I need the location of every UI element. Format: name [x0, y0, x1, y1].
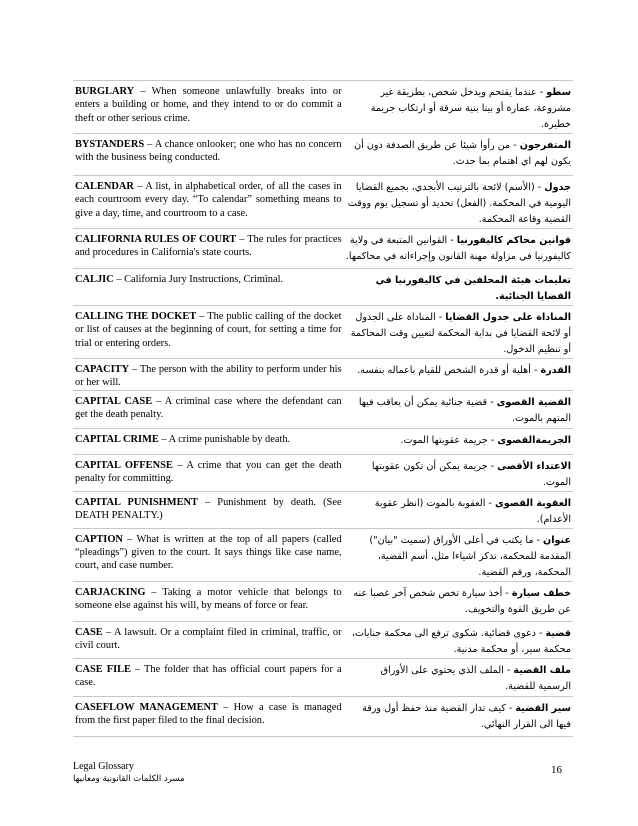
arabic-term: جدول — [544, 182, 571, 193]
glossary-row — [73, 269, 573, 306]
footer-title: Legal Glossary — [73, 761, 134, 772]
arabic-term: المتفرجون — [519, 140, 571, 151]
arabic-term: العقوبة القصوى — [494, 497, 571, 509]
english-term: CALIFORNIA RULES OF COURT — [75, 234, 237, 245]
english-term: CALJIC — [75, 274, 114, 285]
arabic-entry — [344, 454, 573, 491]
arabic-term: ملف القضية — [513, 664, 571, 676]
glossary-row — [73, 176, 573, 229]
arabic-definition: - القوانين المتبعة في ولاية كاليفورنيا في مزاولة مهنة القانون وإجراءاته في محاكمها. — [345, 235, 571, 262]
arabic-term: المناداة على جدول القضايا — [445, 312, 571, 323]
arabic-term: سطو — [546, 87, 571, 98]
arabic-entry — [344, 581, 573, 621]
arabic-entry — [344, 306, 573, 359]
arabic-entry — [344, 491, 573, 528]
english-definition: The rules for practices and procedures in California's state courts. — [75, 234, 342, 259]
term-separator: – — [172, 459, 187, 471]
arabic-entry — [344, 528, 573, 581]
glossary-row — [73, 454, 573, 491]
arabic-definition: - جريمة يمكن أن تكون عقوبتها الموت. — [371, 460, 571, 488]
english-entry — [73, 621, 344, 658]
english-definition: When someone unlawfully breaks into or enters a building or home, and they intend to or do commit a theft or other serious crime. — [75, 86, 342, 124]
english-term: CASEFLOW MANAGEMENT — [75, 701, 218, 713]
term-separator: – — [133, 181, 146, 192]
english-term: CARJACKING — [75, 586, 146, 598]
english-entry — [73, 306, 344, 359]
glossary-row — [73, 134, 573, 176]
footer — [73, 760, 185, 786]
english-entry — [73, 454, 344, 491]
english-term: CASE — [75, 626, 103, 638]
arabic-entry — [344, 359, 573, 391]
english-entry — [73, 528, 344, 581]
english-term: CASE FILE — [75, 663, 131, 675]
arabic-entry — [344, 696, 573, 736]
english-term: BURGLARY — [75, 86, 135, 97]
arabic-definition: - دعوى قضائية. شكوى ترفع الى محكمة جنايات، محكمة سير، أو محكمة مدنية. — [351, 627, 571, 655]
arabic-term: الجريمةالقصوى — [497, 434, 571, 446]
glossary-row — [73, 621, 573, 658]
english-definition: A criminal case where the defendant can get the death penalty. — [75, 395, 342, 420]
term-separator: – — [196, 311, 208, 322]
arabic-entry — [344, 428, 573, 454]
english-entry — [73, 491, 344, 528]
english-term: CALLING THE DOCKET — [75, 311, 197, 322]
footer-subtitle-arabic: مسرد الكلمات القانونية ومعانيها — [73, 774, 185, 784]
arabic-term: خطف سيارة — [511, 587, 571, 599]
term-separator: – — [130, 663, 145, 675]
glossary-row — [73, 581, 573, 621]
arabic-term: القضية القصوى — [496, 396, 571, 408]
arabic-definition: - أخذ سيارة تخص شخص آخر غصبا عنه عن طريق القوة والتخويف. — [353, 587, 571, 615]
arabic-definition: - كيف تدار القضية منذ حفظ أول ورقة فيها الى القرار النهائي. — [362, 702, 571, 730]
arabic-definition: - من رأوا شيئا عن طريق الصدفة دون أن يكون لهم اي اهتمام بما حدث. — [354, 140, 571, 167]
term-separator: – — [197, 496, 218, 508]
glossary-table — [73, 80, 573, 737]
term-separator: – — [134, 86, 152, 97]
english-definition: What is written at the top of all papers (called “pleadings”) given to the court. It says things like case name, court, and case number. — [75, 533, 342, 572]
term-separator: – — [158, 433, 169, 445]
english-definition: A crime that you can get the death penalty for committing. — [75, 459, 342, 484]
arabic-definition: - الملف الذي يحتوي على الأوراق الرسمية للقضية. — [380, 664, 571, 692]
english-term: BYSTANDERS — [75, 139, 145, 150]
arabic-entry — [344, 390, 573, 428]
english-entry — [73, 176, 344, 229]
english-entry — [73, 696, 344, 736]
english-definition: A chance onlooker; one who has no concern with the business being conducted. — [75, 139, 342, 164]
glossary-row — [73, 229, 573, 269]
arabic-definition: - جريمة عقوبتها الموت. — [400, 434, 498, 446]
english-entry — [73, 229, 344, 269]
arabic-term: تعليمات هيئة المحلفين في كاليفورنيا في القضايا الجنائية. — [375, 275, 571, 302]
english-definition: California Jury Instructions, Criminal. — [124, 274, 284, 285]
english-definition: A crime punishable by death. — [168, 433, 291, 445]
english-term: CAPTION — [75, 533, 123, 545]
arabic-entry — [344, 269, 573, 306]
glossary-row — [73, 390, 573, 428]
arabic-definition: - العقوبة بالموت (انظر عقوبة الأعدام). — [374, 497, 571, 525]
arabic-entry — [344, 229, 573, 269]
english-definition: The folder that has official court papers for a case. — [75, 663, 342, 688]
term-separator: – — [102, 626, 115, 638]
english-definition: The person with the ability to perform under his or her will. — [75, 364, 342, 389]
english-term: CAPITAL OFFENSE — [75, 459, 173, 471]
english-entry — [73, 428, 344, 454]
english-entry — [73, 81, 344, 134]
english-term: CAPITAL PUNISHMENT — [75, 496, 198, 508]
arabic-term: قضية — [545, 627, 571, 639]
arabic-entry — [344, 134, 573, 176]
arabic-definition: - ما يكتب في أعلى الأوراق (سميت "بيان") المقدمة للمحكمة، تذكر اشياءا مثل، أسم القضية، المحكمة، ورقم القضية. — [369, 534, 571, 578]
english-entry — [73, 269, 344, 306]
term-separator: – — [129, 364, 140, 375]
glossary-row — [73, 491, 573, 528]
term-separator: – — [145, 586, 163, 598]
term-separator: – — [218, 701, 234, 713]
english-definition: Taking a motor vehicle that belongs to someone else against his will, by means of force or fear. — [75, 586, 342, 611]
arabic-term: قوانين محاكم كاليفورنيا — [456, 235, 571, 246]
english-entry — [73, 134, 344, 176]
arabic-definition: - أهلية أو قدرة الشخص للقيام باعماله بنفسه. — [357, 365, 541, 376]
glossary-row — [73, 658, 573, 696]
arabic-term: سير القضية — [515, 702, 571, 714]
term-separator: – — [236, 234, 248, 245]
term-separator: – — [113, 274, 125, 285]
english-term: CALENDAR — [75, 181, 134, 192]
arabic-term: عنوان — [543, 534, 571, 546]
arabic-definition: - قضية جنائية يمكن أن يعاقب فيها المتهم بالموت. — [358, 396, 571, 424]
arabic-entry — [344, 81, 573, 134]
glossary-row — [73, 81, 573, 134]
english-term: CAPACITY — [75, 364, 130, 375]
arabic-entry — [344, 658, 573, 696]
arabic-definition: - عندما يقتحم ويدخل شخص، بطريقة غير مشروعة، عمارة أو بيتا بنية سرقة أو ارتكاب جريمة خطيرة. — [370, 87, 571, 130]
glossary-row — [73, 428, 573, 454]
arabic-term: القدرة — [540, 365, 571, 376]
glossary-row — [73, 306, 573, 359]
english-term: CAPITAL CRIME — [75, 433, 159, 445]
arabic-definition: - المناداة على الجدول أو لائحة القضايا في بداية المحكمة لتعيين وقت المحاكمة أو تنظيم الدخول. — [350, 312, 571, 355]
term-separator: – — [152, 395, 165, 407]
english-definition: Punishment by death. (See DEATH PENALTY.) — [75, 496, 342, 521]
term-separator: – — [144, 139, 155, 150]
english-entry — [73, 390, 344, 428]
english-definition: How a case is managed from the first paper filed to the final decision. — [75, 701, 342, 726]
glossary-row — [73, 528, 573, 581]
page-number: 16 — [551, 764, 562, 776]
english-definition: A list, in alphabetical order, of all the cases in each courtroom every day. “To calendar” something means to give a day, time, and courtroom to a case. — [75, 181, 342, 219]
arabic-entry — [344, 621, 573, 658]
english-term: CAPITAL CASE — [75, 395, 153, 407]
arabic-definition: - (الأسم) لائحة بالترتيب الأبجدي، بجميع القضايا اليومية في المحكمة. (الفعل) تحديد أو تسجيل يوم ووقت القضية وقاعة المحكمة. — [347, 182, 571, 225]
english-entry — [73, 359, 344, 391]
arabic-entry — [344, 176, 573, 229]
glossary-row — [73, 696, 573, 736]
english-definition: A lawsuit. Or a complaint filed in criminal, traffic, or civil court. — [75, 626, 342, 651]
english-definition: The public calling of the docket or list of causes at the beginning of court, for setting a time for trial or entering orders. — [75, 311, 342, 349]
arabic-term: الاعتداء الأقصى — [497, 460, 571, 472]
english-entry — [73, 658, 344, 696]
english-entry — [73, 581, 344, 621]
term-separator: – — [122, 533, 137, 545]
glossary-row — [73, 359, 573, 391]
